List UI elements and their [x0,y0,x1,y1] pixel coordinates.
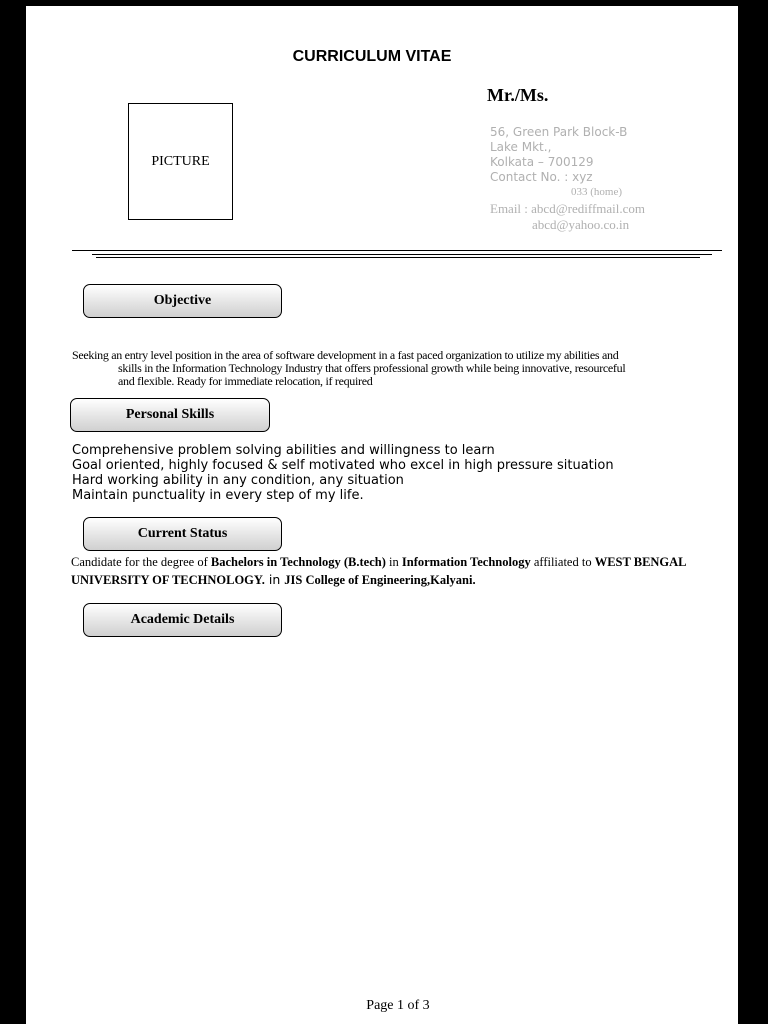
header-divider-middle [92,254,712,255]
personal-skills-heading-label: Personal Skills [125,407,215,422]
document-page [26,6,738,1024]
address-line-2: Lake Mkt., [490,140,552,154]
academic-details-heading-label: Academic Details [130,612,235,627]
status-text-1: Candidate for the degree of [71,555,211,569]
picture-label: PICTURE [151,153,210,169]
document-title: CURRICULUM VITAE [292,48,452,65]
header-divider-bottom [96,257,700,258]
current-status-heading-label: Current Status [137,526,228,541]
objective-heading-label: Objective [153,293,212,308]
list-item: Goal oriented, highly focused & self motivated who excel in high pressure situation [72,458,614,473]
current-status-text [71,554,711,589]
address-line-3: Kolkata – 700129 [490,155,594,169]
contact-number: Contact No. : xyz [490,170,593,184]
branch-name: Information Technology [401,555,531,569]
page-footer: Page 1 of 3 [366,998,430,1013]
status-text-3: affiliated to [530,555,595,569]
objective-text [72,349,702,388]
college-name: JIS College of Engineering,Kalyani. [284,573,476,587]
objective-line-2: skills in the Information Technology Industry that offers professional growth while being innovative, resourceful [118,361,626,375]
list-item: Hard working ability in any condition, any situation [72,473,404,488]
email-line-1: Email : abcd@rediffmail.com [490,201,646,216]
picture-placeholder [128,103,233,220]
list-item: Maintain punctuality in every step of my life. [72,488,364,503]
objective-line-3: and flexible. Ready for immediate relocation, if required [118,374,373,388]
header-divider-top [72,250,722,251]
status-text-4: in [264,572,285,587]
objective-heading [83,284,282,318]
contact-home: 033 (home) [571,186,623,198]
email-line-2: abcd@yahoo.co.in [532,217,630,232]
university-name: WEST BENGAL UNIVERSITY OF TECHNOLOGY. [71,555,686,587]
list-item: Comprehensive problem solving abilities and willingness to learn [72,443,495,458]
address-line-1: 56, Green Park Block-B [490,125,628,139]
current-status-heading [83,517,282,551]
objective-line-1: Seeking an entry level position in the area of software development in a fast paced organization to utilize my abilities and [72,348,619,362]
status-text-2: in [385,555,402,569]
personal-skills-heading [70,398,270,432]
candidate-name: Mr./Ms. [487,85,549,105]
personal-skills-list [72,443,614,503]
degree-name: Bachelors in Technology (B.tech) [210,555,386,569]
academic-details-heading [83,603,282,637]
